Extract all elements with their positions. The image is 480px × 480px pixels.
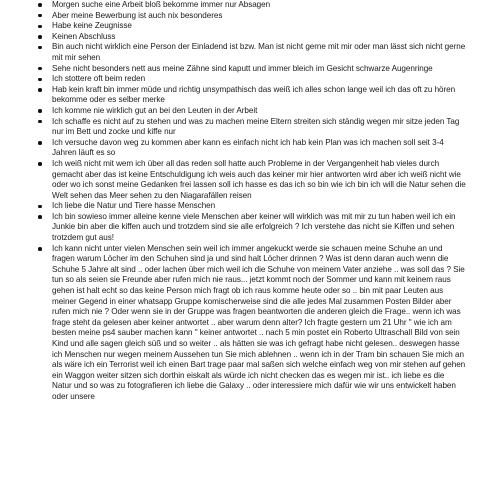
list-item [0, 138, 480, 159]
bullet-dot-icon [38, 120, 42, 124]
bullet-dot-icon [38, 215, 42, 219]
list-item [0, 159, 480, 201]
list-item [0, 106, 480, 117]
list-item [0, 117, 480, 138]
list-item-text: Ich stottere oft beim reden [52, 74, 146, 84]
list-item-text: Bin auch nicht wirklich eine Person der Einladend ist bzw. Man ist nicht gerne mit mir oder man lässt sich nicht gerne mit mir sehen [52, 42, 466, 62]
list-item-text: Sehe nicht besonders nett aus meine Zähne sind kaputt und immer bleich im Gesicht schwarze Augenringe [52, 63, 433, 73]
list-item-text: Ich bin sowieso immer alleine kenne viele Menschen aber keiner will wirklich was mit mir zu tun haben weil ich ein Junkie bin aber die kiffen auch und trotzdem sind sie alle erfolgreich ? Ich verstehe das nicht sie Kiffen und sehen trotzdem gut aus! [52, 211, 456, 243]
list-item-text: Ich kann nicht unter vielen Menschen sein weil ich immer angekuckt werde sie schauen meine Schuhe an und fragen warum Löcher im den Schuhen sind ja und sind halt Löcher drinnen ? Was ist denn daran auch wenn die Schuhe 5 Jahre alt sind .. oder lachen über mich weil ich die Schuhe von meinem Vater anziehe .. was soll das ? Sie tun so als seien sie Freunde aber rufen mich nie raus... jetzt kommt noch der Sommer und kann mit keinem raus gehen ist halt echt so das keine Person mich fragt ob ich raus komme heute oder so .. bin mit paar Leuten aus meiner Gegend in einer whatsapp Gruppe komischerweise sind die alle jedes Mal zusammen Posten Bilder aber rufen mich nie ? Oder wenn sie in der Gruppe was fragen beantworten die anderen gleich die Frage.. wenn ich was frage steht da gelesen aber keiner antwortet .. aber warum denn alter? Ich fragte gestern um 21 Uhr " wie ich am besten meine ps4 sauber machen kann " keiner antwortet .. nach 5 min postet ein Roberto Ultraschall Bild von sein Kind und alle sagen gleich süß und so weiter .. als hätten sie was ich gefragt habe nicht gelesen.. deswegen hasse ich Menschen nur wegen meinem Aussehen tun Sie mich ablehnen .. wenn ich in der Tram bin schauen Sie mich an als wäre ich ein Terrorist weil ich einen Bart trage paar mal saßen sich welche einfach weg von mir stehen auf gehen ein Waggon weiter sitzen sich dorthin eiskalt als würde ich nicht checken das es wegen mir ist.. ich liebe es die Natur und so was zu fotografieren ich liebe die Galaxy .. oder interessiere mich dafür wie wir uns entwickelt haben oder unsere [52, 243, 466, 401]
list-item-text: Habe keine Zeugnisse [52, 21, 132, 31]
list-item-text: Keinen Abschluss [52, 31, 116, 41]
list-item-text: Hab kein kraft bin immer müde und richtig unsympathisch das weiß ich alles schon lange weil ich das oft zu hören bekomme oder es selber merke [52, 84, 456, 105]
list-item [0, 201, 480, 212]
list-item [0, 212, 480, 244]
bullet-dot-icon [38, 88, 42, 92]
list-item [0, 85, 480, 106]
bullet-dot-icon [38, 67, 42, 71]
list-item [0, 21, 480, 32]
bullet-dot-icon [38, 46, 42, 50]
bullet-dot-icon [38, 109, 42, 113]
bullet-dot-icon [38, 14, 42, 18]
bullet-dot-icon [38, 141, 42, 145]
list-item [0, 244, 480, 403]
bullet-dot-icon [38, 205, 42, 209]
bullet-dot-icon [38, 162, 42, 166]
list-item [0, 32, 480, 43]
list-item-text: Ich versuche davon weg zu kommen aber kann es einfach nicht ich hab kein Plan was ich machen soll seit 3-4 Jahren läuft es so [52, 137, 444, 158]
list-item-text: Ich komme nie wirklich gut an bei den Leuten in der Arbeit [52, 105, 258, 115]
bullet-dot-icon [38, 35, 42, 39]
bullet-dot-icon [38, 247, 42, 251]
bullet-dot-icon [38, 25, 42, 29]
bullet-dot-icon [38, 3, 42, 7]
list-item-text: Ich schaffe es nicht auf zu stehen und was zu machen meine Eltern streiten sich ständig wegen mir sitze jeden Tag nur im Bett und zocke und kiffe nur [52, 116, 460, 137]
list-item-text: Aber meine Bewerbung ist auch nix besonderes [52, 10, 223, 20]
list-item [0, 42, 480, 63]
list-item-text: Ich liebe die Natur und Tiere hasse Menschen [52, 201, 216, 211]
list-item [0, 11, 480, 22]
list-item [0, 0, 480, 11]
list-item [0, 64, 480, 75]
list-item [0, 74, 480, 85]
bullet-dot-icon [38, 78, 42, 82]
list-item-text: Morgen suche eine Arbeit bloß bekomme immer nur Absagen [52, 0, 271, 9]
list-item-text: Ich weiß nicht mit wem ich über all das reden soll hatte auch Probleme in der Vergangenheit hab vieles durch gemacht aber das ist keine Entschuldigung ich weis auch das keiner mir hier antworten wird aber ich weiß nicht wie oder wo ich sonst meine Gedanken frei lassen soll ich hasse es das ich so bin wie ich bin ich will die Natur sehen die Welt sehen das Meer sehen zu den Niagarafällen reisen [52, 158, 466, 200]
